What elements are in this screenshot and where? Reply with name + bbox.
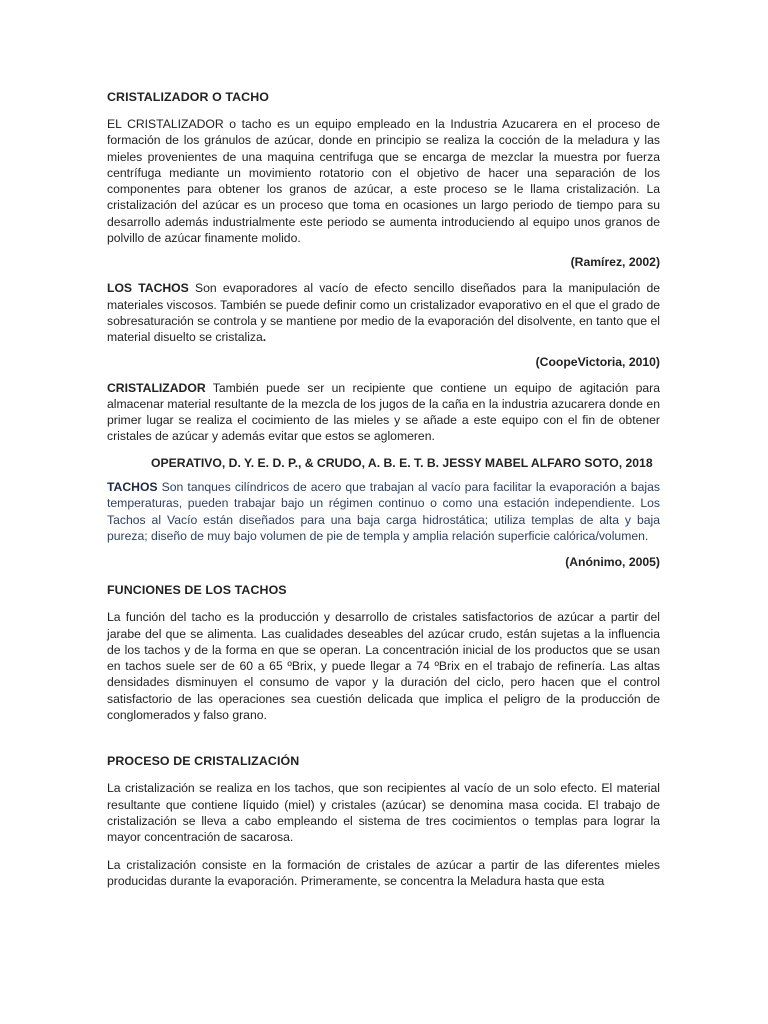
paragraph-cristalizador-recipiente-text: También puede ser un recipiente que contiene un equipo de agitación para almacenar material resultante de la mezcla de los jugos de la caña en la industria azucarera donde en primer lugar se realiza el cocimiento de las mieles y se añade a este equipo con el fin de obtener cristales de azúcar y además evitar que estos se aglomeren. [107, 380, 660, 444]
term-los-tachos: LOS TACHOS [107, 281, 189, 296]
paragraph-los-tachos [107, 280, 660, 345]
term-tachos: TACHOS [107, 480, 158, 495]
paragraph-tachos [107, 479, 660, 544]
citation-anonimo: (Anónimo, 2005) [565, 555, 660, 570]
paragraph-proceso: La cristalización se realiza en los tachos, que son recipientes al vacío de un solo efecto. El material resultante que contiene líquido (miel) y cristales (azúcar) se denomina masa cocida. El trabajo de cristalización se lleva a cabo empleando el sistema de tres cocimientos o templas para lograr la mayor concentración de sacarosa. [107, 781, 660, 845]
paragraph-los-tachos-end: . [262, 330, 267, 345]
paragraph-tachos-text: Son tanques cilíndricos de acero que trabajan al vacío para facilitar la evaporación a bajas temperaturas, pueden trabajar bajo un régimen continuo o como una estación independiente. Los Tachos al Vacío están diseñados para una baja carga hidrostática; utiliza templas de alta y baja pureza; diseño de muy bajo volumen de pie de templa y amplia relación superficie calórica/volumen. [107, 480, 660, 543]
citation-operativo: OPERATIVO, D. Y. E. D. P., & CRUDO, A. B. E. T. B. JESSY MABEL ALFARO SOTO, 2018 [151, 455, 653, 470]
section-heading-cristalizador: CRISTALIZADOR O TACHO [107, 90, 270, 104]
citation-coopevictoria: (CoopeVictoria, 2010) [535, 354, 660, 369]
paragraph-cristalizador: EL CRISTALIZADOR o tacho es un equipo empleado en la Industria Azucarera en el proceso de formación de los gránulos de azúcar, donde en principio se realiza la cocción de la meladura y las mieles provenientes de una maquina centrifuga que se encarga de mezclar la muestra por fuerza centrífuga mediante un movimiento rotatorio con el objetivo de hacer una separación de los componentes para obtener los granos de azúcar, a este proceso se le llama cristalización. La cristalización del azúcar es un proceso que toma en ocasiones un largo periodo de tiempo para su desarrollo además industrialmente este periodo se aumenta introduciendo al equipo unos granos de polvillo de azúcar finamente molido. [107, 117, 660, 246]
paragraph-cristalizador-recipiente [107, 380, 660, 445]
term-cristalizador: CRISTALIZADOR [107, 380, 206, 395]
spacer [107, 723, 660, 753]
paragraph-funciones: La función del tacho es la producción y desarrollo de cristales satisfactorios de azúcar a partir del jarabe del que se alimenta. Las cualidades deseables del azúcar crudo, están sujetas a la influencia de los tachos y de la forma en que se operan. La concentración inicial de los productos que se usan en tachos suele ser de 60 a 65 ºBrix, y puede llegar a 74 ºBrix en el trabajo de refinería. Las altas densidades disminuyen el consumo de vapor y la duración del ciclo, pero hacen que el control satisfactorio de las operaciones sea cuestión delicada que implica el peligro de la producción de conglomerados y falso grano. [107, 610, 660, 723]
spacer [107, 846, 660, 857]
paragraph-los-tachos-text: Son evaporadores al vacío de efecto sencillo diseñados para la manipulación de materiales viscosos. También se puede definir como un cristalizador evaporativo en el que el grado de sobresaturación se controla y se mantiene por medio de la evaporación del disolvente, en tanto que el material disuelto se cristaliza [107, 281, 660, 345]
citation-ramirez: (Ramírez, 2002) [570, 255, 660, 270]
section-heading-proceso: PROCESO DE CRISTALIZACIÓN [107, 754, 300, 769]
section-heading-funciones: FUNCIONES DE LOS TACHOS [107, 583, 287, 598]
paragraph-cristalizacion: La cristalización consiste en la formación de cristales de azúcar a partir de las diferentes mieles producidas durante la evaporación. Primeramente, se concentra la Meladura hasta que esta [107, 857, 660, 888]
